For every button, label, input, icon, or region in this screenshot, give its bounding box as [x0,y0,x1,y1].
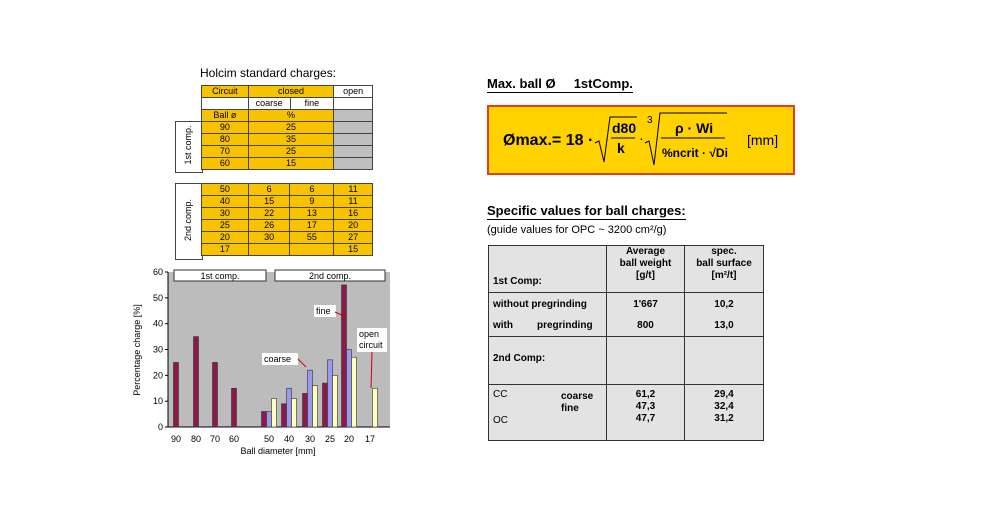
ball-charge-chart [128,262,396,462]
c2-o: 20 [334,220,373,232]
y-tick-label: 10 [152,396,163,407]
col1-l1: Average [625,246,666,257]
hdr-closed: closed [248,86,333,98]
c2-d: 50 [202,184,249,196]
c1-d: 80 [202,134,249,146]
bar [328,360,333,427]
cc-s-2: 32,4 [714,401,734,412]
x-tick-label: 25 [324,434,336,444]
bar [333,375,338,427]
root-index: 3 [647,115,653,126]
c2-o: 27 [334,232,373,244]
c1-d: 90 [202,122,249,134]
c2-o: 15 [334,244,373,256]
c1-v: 25 [248,146,333,158]
x-tick-label: 50 [263,434,275,444]
bar [352,357,357,427]
c1-v: 15 [248,158,333,170]
charges-table-1 [201,85,373,170]
comp1-title: 1st Comp: [493,276,542,287]
c1-d: 60 [202,158,249,170]
bar [262,412,267,428]
c2-f [290,244,334,256]
c2-f: 55 [290,232,334,244]
formula-heading [487,76,633,93]
bar [194,337,199,427]
formula-svg [489,107,793,173]
hdr-open: open [334,86,373,98]
bar [213,362,218,427]
dot-op: · [639,130,644,146]
hdr-fine: fine [290,98,334,110]
x-tick-label: 90 [170,434,182,444]
c2-f: 6 [290,184,334,196]
bar [287,388,292,427]
formula-den: k [617,140,625,156]
cc-w-3: 47,7 [635,413,656,424]
charges-table-2 [201,183,373,256]
c2-c: 22 [248,208,290,220]
circuit-annotation: circuit [359,340,383,350]
col1-l3: [g/t] [636,270,655,281]
bar [232,388,237,427]
c2-f: 13 [290,208,334,220]
charges-title: Holcim standard charges: [200,66,337,80]
bar [313,386,318,427]
hdr-circuit: Circuit [202,86,249,98]
cc-label: CC [493,389,508,400]
bar [342,285,347,427]
formula-num2: ρ · Wi [675,120,714,136]
bar [292,399,297,427]
c2-d: 20 [202,232,249,244]
col2-l1: spec. [711,246,737,257]
x-tick-label: 17 [364,434,376,444]
formula-num: d80 [612,120,637,136]
comp1-box-label: 1st comp. [200,271,240,281]
c2-o: 11 [334,196,373,208]
c1-d: 70 [202,146,249,158]
y-tick-label: 50 [152,292,163,303]
cc-s-3: 31,2 [714,413,734,424]
bar [373,388,378,427]
cc-s-1: 29,4 [714,389,734,400]
bar [282,404,287,427]
bar [308,370,313,427]
without-label: without pregrinding [493,299,587,310]
bar [323,383,328,427]
c2-c: 15 [248,196,290,208]
c2-f: 9 [290,196,334,208]
formula-box [487,105,795,175]
c2-d: 17 [202,244,249,256]
fine-annotation: fine [316,306,331,316]
col2-l2: ball surface [696,258,752,269]
x-tick-label: 80 [190,434,202,444]
x-tick-label: 70 [209,434,221,444]
comp2-label: 2nd comp. [183,198,193,242]
c2-d: 25 [202,220,249,232]
fine-label: fine [561,403,579,414]
c2-c: 30 [248,232,290,244]
comp2-title: 2nd Comp: [493,353,546,364]
p-val2: 13,0 [714,320,734,331]
with-label: with [493,320,513,331]
x-tick-label: 20 [343,434,355,444]
coarse-annotation: coarse [264,354,292,364]
y-tick-label: 20 [152,370,163,381]
y-tick-label: 40 [152,318,163,329]
p-val1: 800 [637,320,654,331]
c1-v: 25 [248,122,333,134]
bar [267,412,272,428]
coarse-label: coarse [561,391,594,402]
specific-table [488,245,764,441]
open-annotation: open [359,329,380,339]
bar [303,393,308,427]
oc-label: OC [493,415,508,426]
c2-c [248,244,290,256]
c2-c: 6 [248,184,290,196]
c2-d: 30 [202,208,249,220]
w-val1: 1'667 [633,299,658,310]
c2-c: 26 [248,220,290,232]
y-tick-label: 0 [157,422,163,432]
col1-l2: ball weight [619,258,672,269]
formula-lhs: Ømax.= 18 · [503,132,594,149]
bar [347,350,352,428]
x-axis-label: Ball diameter [mm] [240,446,316,456]
bar [174,362,179,427]
x-tick-label: 30 [304,434,316,444]
y-tick-label: 30 [152,344,163,355]
hdr-coarse: coarse [248,98,290,110]
c1-v: 35 [248,134,333,146]
specific-heading: Specific values for ball charges: [487,203,686,218]
y-axis-label: Percentage charge [%] [132,304,142,396]
specific-subtitle: (guide values for OPC ~ 3200 cm²/g) [487,224,667,236]
formula-unit: [mm] [747,132,779,148]
formula-heading-text: Max. ball Ø 1stComp. [487,76,633,91]
cc-w-1: 61,2 [635,389,656,400]
c2-d: 40 [202,196,249,208]
cc-w-2: 47,3 [635,401,656,412]
col2-l3: [m²/t] [711,270,737,281]
c2-o: 16 [334,208,373,220]
x-tick-label: 60 [228,434,240,444]
w-val2: 10,2 [714,299,734,310]
hdr-percent: % [248,110,333,122]
c2-o: 11 [334,184,373,196]
hdr-ball: Ball ø [202,110,249,122]
comp1-label: 1st comp. [183,125,193,165]
y-tick-label: 60 [152,267,163,277]
with-label-2: pregrinding [537,320,593,331]
x-tick-label: 40 [283,434,295,444]
comp2-box-label: 2nd comp. [308,271,352,281]
formula-den2: %ncrit · √Di [662,146,728,160]
c2-f: 17 [290,220,334,232]
bar [272,399,277,427]
